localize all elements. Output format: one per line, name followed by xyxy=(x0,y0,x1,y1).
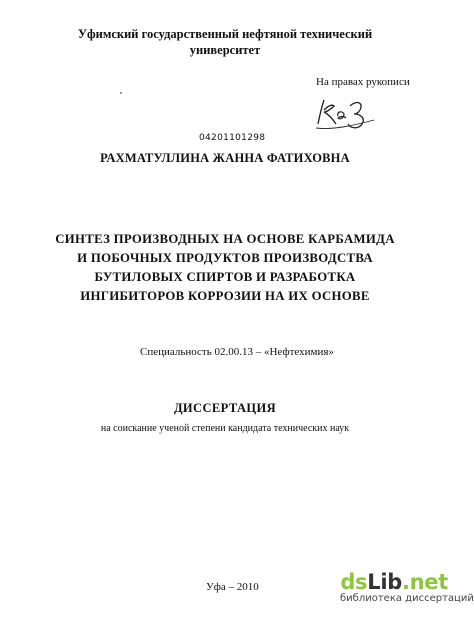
title-line-4: ИНГИБИТОРОВ КОРРОЗИИ НА ИХ ОСНОВЕ xyxy=(80,289,370,303)
degree-line: на соискание ученой степени кандидата технических наук xyxy=(100,423,350,434)
city-year: Уфа – 2010 xyxy=(206,581,259,593)
watermark-subtitle: библиотека диссертаций xyxy=(340,593,474,604)
university-line-1: Уфимский государственный нефтяной технический xyxy=(77,27,373,41)
title-line-2: И ПОБОЧНЫХ ПРОДУКТОВ ПРОИЗВОДСТВА xyxy=(77,251,373,265)
title-line-3: БУТИЛОВЫХ СПИРТОВ И РАЗРАБОТКА xyxy=(94,270,356,284)
rights-note: На правах рукописи xyxy=(316,76,410,88)
handwritten-signature xyxy=(312,94,378,132)
document-code: 04201101298 xyxy=(199,133,266,143)
logo-part-net: .net xyxy=(401,570,448,594)
university-line-2: университет xyxy=(189,43,261,57)
title-line-1: СИНТЕЗ ПРОИЗВОДНЫХ НА ОСНОВЕ КАРБАМИДА xyxy=(55,232,395,246)
author-name: РАХМАТУЛЛИНА ЖАННА ФАТИХОВНА xyxy=(100,151,350,165)
dslib-watermark xyxy=(340,570,474,604)
dissertation-title xyxy=(0,230,450,306)
logo-part-ds: ds xyxy=(340,570,368,594)
specialty-line: Специальность 02.00.13 – «Нефтехимия» xyxy=(140,346,334,358)
document-type-label: ДИССЕРТАЦИЯ xyxy=(173,401,277,415)
scan-speck xyxy=(120,92,122,94)
dslib-logo xyxy=(340,570,448,594)
university-name xyxy=(0,26,450,58)
logo-part-lib: Lib xyxy=(367,570,402,594)
